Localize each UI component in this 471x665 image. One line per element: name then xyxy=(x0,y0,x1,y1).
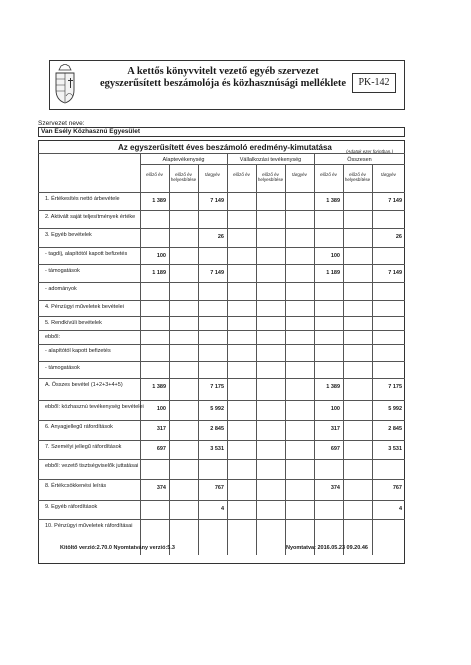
row-label: A. Összes bevétel (1+2+3+4+5) xyxy=(45,382,123,388)
row-label: 7. Személyi jellegű ráfordítások xyxy=(45,444,122,450)
row-value: 317 xyxy=(330,426,340,432)
row-value: 100 xyxy=(156,253,166,259)
row-label: - alapítótól kapott befizetés xyxy=(45,348,111,354)
row-label: 8. Értékcsökkenési leírás xyxy=(45,483,107,489)
row-value: 7 149 xyxy=(388,270,402,276)
row-value: 7 149 xyxy=(210,270,224,276)
column-line xyxy=(314,153,315,555)
row-line xyxy=(38,264,405,265)
row-label: - támogatások xyxy=(45,365,80,371)
column-subheader: tárgyév xyxy=(381,172,396,177)
row-value: 2 845 xyxy=(388,426,402,432)
row-line xyxy=(38,316,405,317)
row-line xyxy=(38,330,405,331)
form-title xyxy=(98,66,348,90)
row-label: ebből: közhasznú tevékenység bevételei xyxy=(45,404,144,410)
row-line xyxy=(38,459,405,460)
org-name-field: Van Esély Közhasznú Egyesület xyxy=(38,127,405,137)
row-value: 1 189 xyxy=(152,270,166,276)
row-value: 697 xyxy=(330,446,340,452)
column-line xyxy=(227,153,228,555)
row-label: - tagdíj, alapítótól kapott befizetés xyxy=(45,251,128,257)
coat-of-arms-icon xyxy=(53,64,77,104)
row-line xyxy=(38,420,405,421)
row-value: 7 175 xyxy=(210,384,224,390)
row-label: 10. Pénzügyi műveletek ráfordításai xyxy=(45,523,133,529)
row-label: 3. Egyéb bevételek xyxy=(45,232,92,238)
row-line xyxy=(38,500,405,501)
row-value: 2 845 xyxy=(210,426,224,432)
row-line xyxy=(38,228,405,229)
software-version: Kitöltő verzió:2.70.0 Nyomtatvány verzió:5.3 xyxy=(60,545,175,551)
form-title-line1: A kettős könyvvitelt vezető egyéb szervezet xyxy=(127,66,319,77)
row-value: 1 389 xyxy=(152,198,166,204)
unit-note: (Adatok ezer forintban.) xyxy=(346,149,394,154)
column-line xyxy=(256,164,257,555)
print-timestamp: Nyomtatva: 2016.05.23 09.20.46 xyxy=(286,545,368,551)
row-line xyxy=(38,378,405,379)
column-subheader: előző év helyesbítése xyxy=(344,172,371,182)
row-value: 1 389 xyxy=(326,384,340,390)
column-group-header: Vállalkozási tevékenység xyxy=(239,157,302,163)
row-line xyxy=(38,344,405,345)
row-value: 1 389 xyxy=(152,384,166,390)
row-line xyxy=(38,210,405,211)
row-value: 3 531 xyxy=(388,446,402,452)
row-label: 1. Értékesítés nettó árbevétele xyxy=(45,196,120,202)
row-line xyxy=(38,361,405,362)
column-subheader: előző év xyxy=(233,172,250,177)
row-value: 100 xyxy=(330,406,340,412)
row-value: 317 xyxy=(156,426,166,432)
row-value: 100 xyxy=(330,253,340,259)
row-value: 5 992 xyxy=(388,406,402,412)
row-value: 100 xyxy=(156,406,166,412)
row-value: 374 xyxy=(156,485,166,491)
row-value: 5 992 xyxy=(210,406,224,412)
row-line xyxy=(38,192,405,193)
row-value: 7 149 xyxy=(388,198,402,204)
row-value: 4 xyxy=(398,506,402,512)
form-title-line2: egyszerűsített beszámolója és közhasznúsági melléklete xyxy=(99,78,347,89)
row-line xyxy=(38,247,405,248)
column-subheader: tárgyév xyxy=(205,172,220,177)
row-value: 767 xyxy=(392,485,402,491)
row-label: ebből: vezető tisztségviselők juttatásai xyxy=(45,463,139,469)
row-value: 1 189 xyxy=(326,270,340,276)
row-value: 3 531 xyxy=(210,446,224,452)
statement-title: Az egyszerűsített éves beszámoló eredmény-kimutatása xyxy=(118,143,332,152)
row-line xyxy=(38,400,405,401)
row-label: ebből: xyxy=(45,334,60,340)
row-value: 767 xyxy=(214,485,224,491)
row-value: 7 149 xyxy=(210,198,224,204)
column-line xyxy=(285,164,286,555)
row-label: 9. Egyéb ráfordítások xyxy=(45,504,98,510)
row-label: - támogatások xyxy=(45,268,80,274)
row-label: 6. Anyagjellegű ráfordítások xyxy=(45,424,113,430)
group-line xyxy=(140,164,405,165)
row-line xyxy=(38,440,405,441)
column-subheader: előző év xyxy=(146,172,163,177)
row-label: 2. Aktivált saját teljesítmények értéke xyxy=(45,214,136,220)
column-group-header: Összesen xyxy=(347,157,372,163)
row-value: 26 xyxy=(395,234,402,240)
row-label: 5. Rendkívüli bevételek xyxy=(45,320,102,326)
row-line xyxy=(38,479,405,480)
row-value: 1 389 xyxy=(326,198,340,204)
row-line xyxy=(38,300,405,301)
row-value: 374 xyxy=(330,485,340,491)
form-code: PK-142 xyxy=(352,73,396,93)
org-label: Szervezet neve: xyxy=(38,120,85,127)
row-label: 4. Pénzügyi műveletek bevételei xyxy=(45,304,124,310)
column-subheader: tárgyév xyxy=(292,172,307,177)
column-line xyxy=(198,164,199,555)
column-subheader: előző év helyesbítése xyxy=(170,172,197,182)
column-subheader: előző év xyxy=(320,172,337,177)
row-value: 4 xyxy=(220,506,224,512)
row-value: 7 175 xyxy=(388,384,402,390)
column-line xyxy=(169,164,170,555)
column-line xyxy=(343,164,344,555)
column-group-header: Alaptevékenység xyxy=(162,157,205,163)
row-value: 26 xyxy=(217,234,224,240)
column-subheader: előző év helyesbítése xyxy=(257,172,284,182)
header-line xyxy=(38,153,405,154)
row-line xyxy=(38,519,405,520)
row-line xyxy=(38,282,405,283)
row-label: - adományok xyxy=(45,286,77,292)
row-value: 697 xyxy=(156,446,166,452)
column-line xyxy=(372,164,373,555)
